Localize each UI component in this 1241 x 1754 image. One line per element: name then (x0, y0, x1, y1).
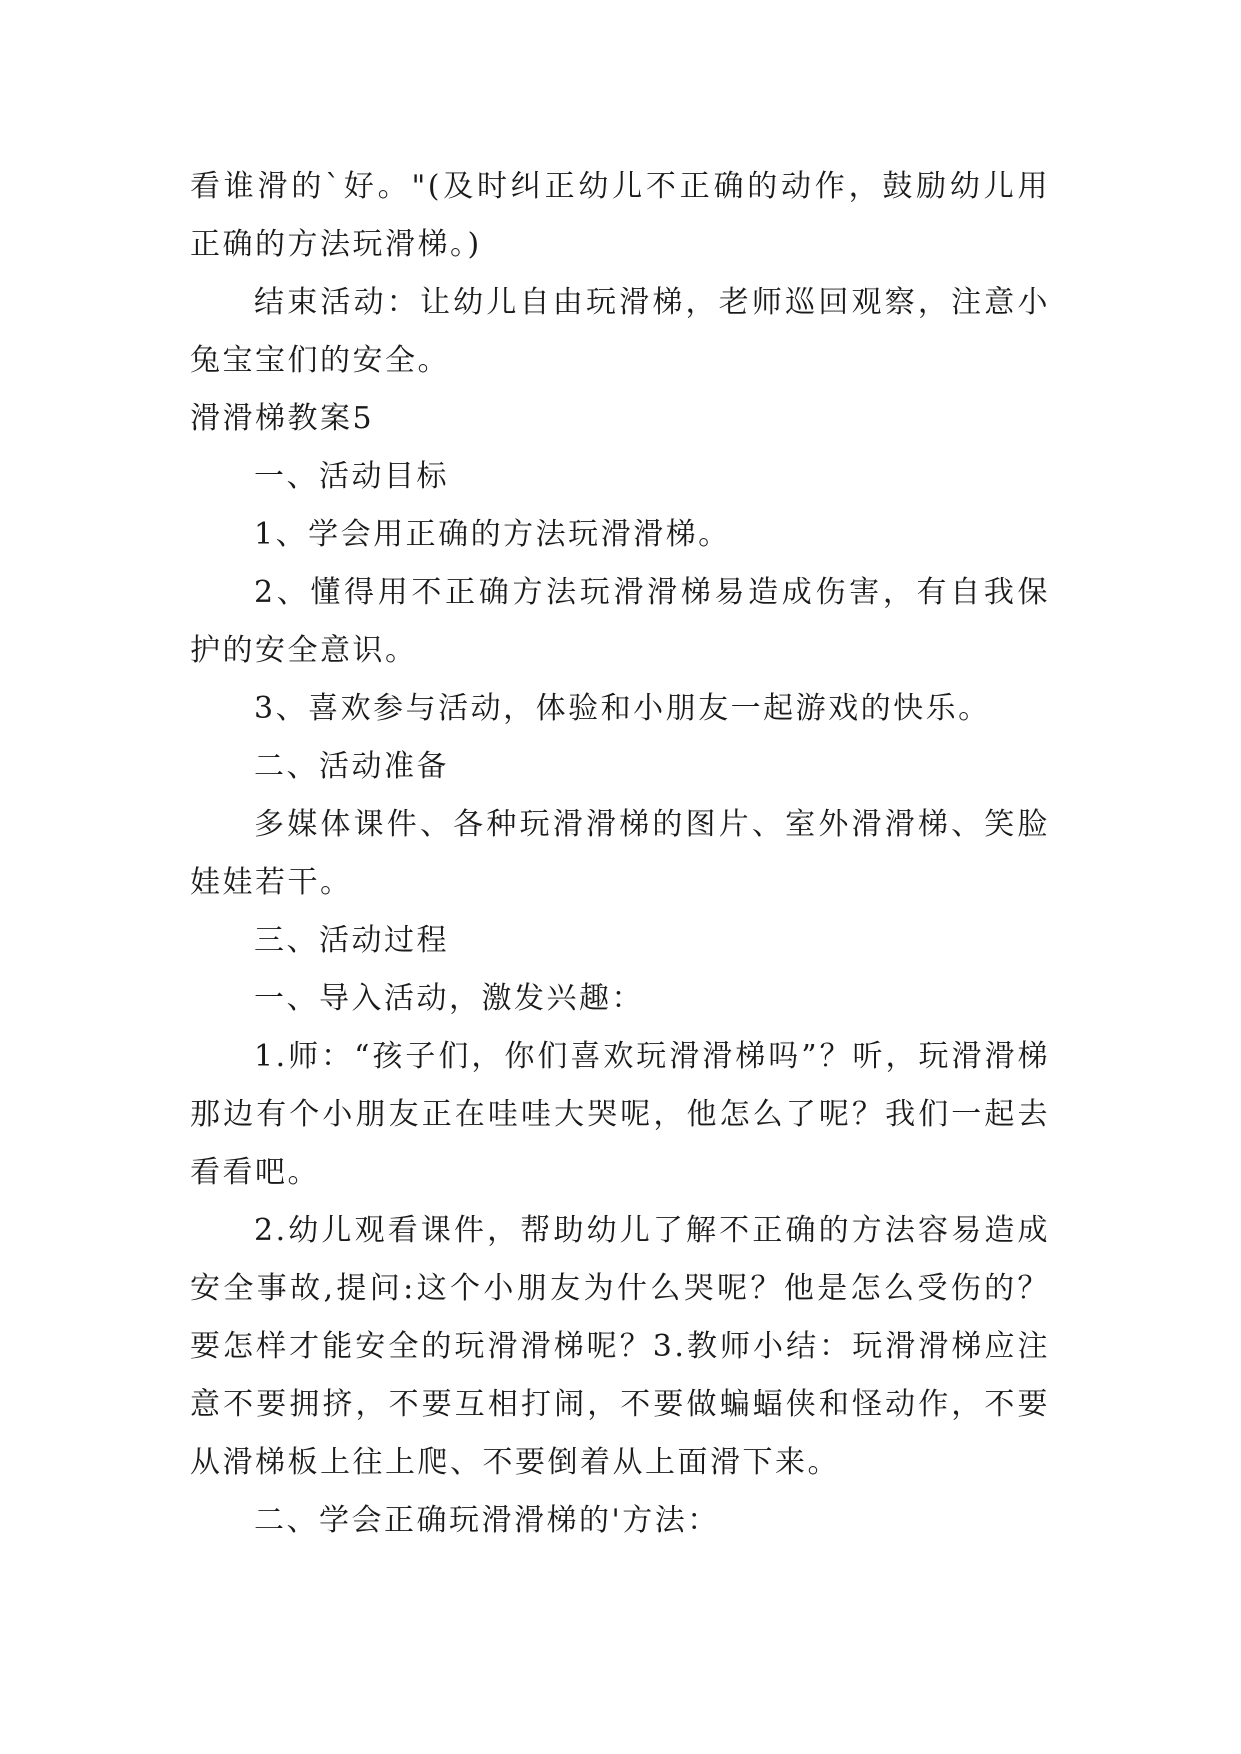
heading: 一、导入活动，激发兴趣： (254, 981, 644, 1016)
paragraph: 多媒体课件、各种玩滑滑梯的图片、室外滑滑梯、笑脸娃娃若干。 (190, 807, 1050, 900)
heading: 二、活动准备 (254, 749, 449, 784)
list-item: 2、懂得用不正确方法玩滑滑梯易造成伤害，有自我保护的安全意识。 (190, 575, 1050, 668)
paragraph: 1.师：“孩子们，你们喜欢玩滑滑梯吗”？听，玩滑滑梯那边有个小朋友正在哇哇大哭呢，他怎么了呢？我们一起去看看吧。 (190, 1039, 1050, 1190)
paragraph: 看谁滑的`好。"(及时纠正幼儿不正确的动作，鼓励幼儿用正确的方法玩滑梯。) (190, 169, 1050, 262)
heading: 三、活动过程 (254, 923, 449, 958)
list-item: 1、学会用正确的方法玩滑滑梯。 (254, 517, 731, 552)
paragraph: 结束活动：让幼儿自由玩滑梯，老师巡回观察，注意小兔宝宝们的安全。 (190, 285, 1050, 378)
heading: 一、活动目标 (254, 459, 449, 494)
heading: 二、学会正确玩滑滑梯的'方法： (254, 1503, 720, 1538)
document-body (190, 158, 1050, 1550)
section-title: 滑滑梯教案5 (190, 401, 375, 436)
list-item: 3、喜欢参与活动，体验和小朋友一起游戏的快乐。 (254, 691, 991, 726)
paragraph: 2.幼儿观看课件，帮助幼儿了解不正确的方法容易造成安全事故,提问:这个小朋友为什么哭呢？他是怎么受伤的？要怎样才能安全的玩滑滑梯呢？3.教师小结：玩滑滑梯应注意不要拥挤，不要互相打闹，不要做蝙蝠侠和怪动作，不要从滑梯板上往上爬、不要倒着从上面滑下来。 (190, 1213, 1050, 1480)
